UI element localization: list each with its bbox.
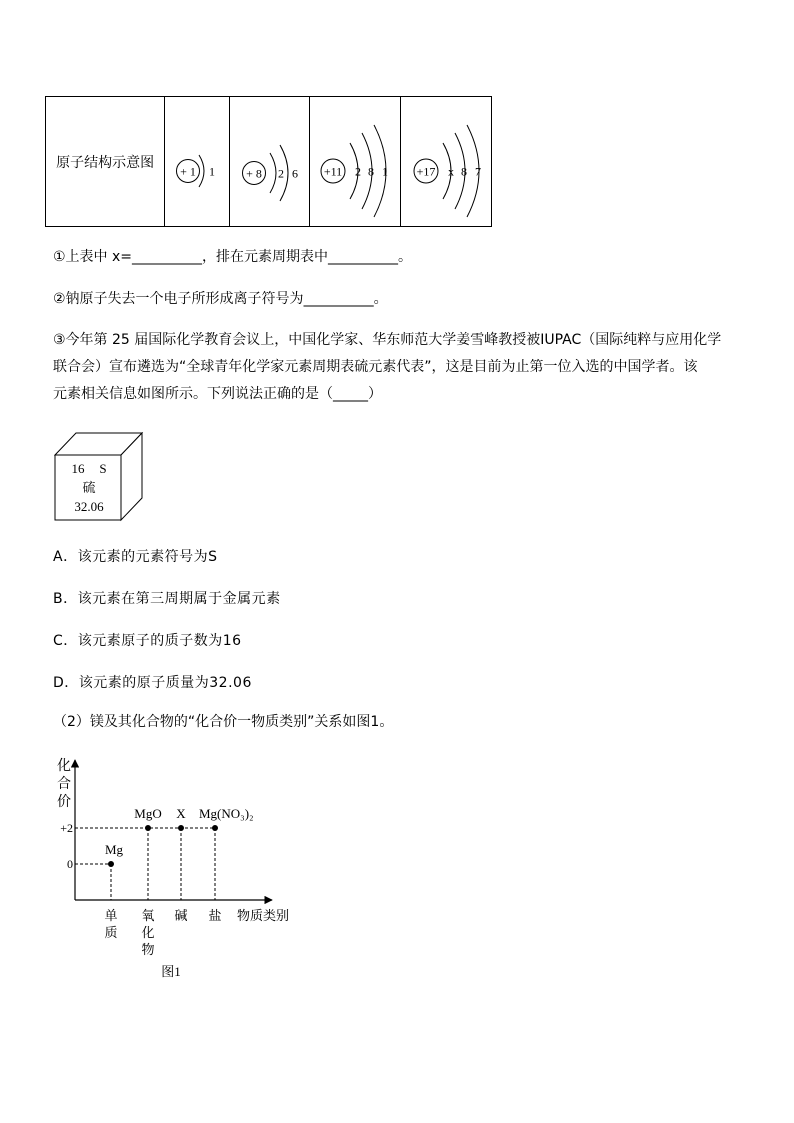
table-row-label: 原子结构示意图 bbox=[46, 97, 165, 227]
shell-electrons: 2 bbox=[354, 164, 361, 179]
answer-blank[interactable]: __________ bbox=[303, 291, 374, 307]
category-label-char: 物 bbox=[141, 943, 155, 958]
atom-cell-hydrogen bbox=[165, 97, 230, 227]
question-1 bbox=[53, 245, 412, 269]
nucleus-charge: +11 bbox=[323, 164, 342, 179]
question-2-prefix: ②钠原子失去一个电子所形成离子符号为 bbox=[53, 291, 304, 307]
question-3-line-2: 联合会）宣布遴选为“全球青年化学家元素周期表硫元素代表”，这是目前为止第一位入选的中国学者。该 bbox=[53, 359, 698, 375]
category-label-char: 单 bbox=[104, 909, 118, 924]
question-1-prefix: ①上表中 x= bbox=[53, 249, 133, 265]
shell-electrons: 6 bbox=[292, 166, 299, 181]
point-label: X bbox=[176, 806, 186, 821]
y-tick-label: 0 bbox=[67, 857, 73, 871]
shell-electrons: x bbox=[447, 164, 454, 179]
shell-electrons: 1 bbox=[209, 164, 216, 179]
option-c[interactable]: C．该元素原子的质子数为16 bbox=[53, 633, 242, 649]
category-label-char: 质 bbox=[104, 926, 118, 941]
data-point bbox=[108, 861, 114, 867]
option-b[interactable]: B．该元素在第三周期属于金属元素 bbox=[53, 591, 281, 607]
figure-caption: 图1 bbox=[161, 964, 181, 979]
shell-electrons: 1 bbox=[381, 164, 388, 179]
shell-electrons: 7 bbox=[474, 164, 481, 179]
answer-blank[interactable]: __________ bbox=[328, 249, 399, 265]
nucleus-charge: + 1 bbox=[180, 164, 197, 179]
part-2-intro: （2）镁及其化合物的“化合价一物质类别”关系如图1。 bbox=[53, 714, 394, 730]
question-3-line-3: 元素相关信息如图所示。下列说法正确的是（_____） bbox=[53, 386, 382, 402]
electron-shell bbox=[270, 153, 276, 193]
atom-cell-chlorine bbox=[400, 97, 491, 227]
y-axis-label-char: 价 bbox=[57, 794, 71, 810]
y-axis-label-char: 化 bbox=[57, 758, 71, 774]
point-label: Mg(NO₃)₂ bbox=[199, 806, 254, 821]
option-a[interactable]: A．该元素的元素符号为S bbox=[53, 549, 218, 565]
y-axis-label bbox=[57, 758, 71, 810]
question-2 bbox=[53, 287, 388, 311]
answer-blank[interactable]: __________ bbox=[132, 249, 203, 265]
element-symbol: S bbox=[99, 461, 107, 476]
hydrogen-atom-diagram bbox=[165, 97, 229, 226]
atomic-mass: 32.06 bbox=[74, 499, 104, 514]
question-1-middle: ，排在元素周期表中 bbox=[202, 249, 329, 265]
option-d[interactable]: D．该元素的原子质量为32.06 bbox=[53, 675, 252, 691]
category-label-char: 碱 bbox=[174, 909, 188, 924]
table-row bbox=[46, 97, 492, 227]
element-tile-sulfur bbox=[54, 432, 146, 522]
chlorine-atom-diagram bbox=[401, 97, 491, 226]
question-2-suffix: 。 bbox=[373, 291, 388, 307]
category-label-char: 盐 bbox=[208, 909, 222, 924]
y-axis-label-char: 合 bbox=[57, 776, 71, 792]
x-axis-label: 物质类别 bbox=[237, 909, 290, 924]
atomic-number: 16 bbox=[71, 461, 85, 476]
atom-structure-table bbox=[45, 96, 492, 227]
question-1-suffix: 。 bbox=[398, 249, 413, 265]
point-label: MgO bbox=[134, 806, 162, 821]
category-label-char: 化 bbox=[141, 926, 155, 941]
y-tick-label: +2 bbox=[60, 821, 73, 835]
atom-cell-sodium bbox=[309, 97, 400, 227]
element-name: 硫 bbox=[82, 481, 96, 496]
question-3-line-1: ③今年第 25 届国际化学教育会议上，中国化学家、华东师范大学姜雪峰教授被IUPAC（国际纯粹与应用化学 bbox=[53, 332, 722, 348]
nucleus-charge: +17 bbox=[416, 164, 436, 179]
nucleus-charge: + 8 bbox=[246, 166, 263, 181]
point-label: Mg bbox=[105, 842, 124, 857]
sodium-atom-diagram bbox=[310, 97, 400, 226]
category-label-char: 氧 bbox=[141, 909, 155, 924]
atom-cell-oxygen bbox=[230, 97, 309, 227]
shell-electrons: 8 bbox=[367, 164, 374, 179]
shell-electrons: 2 bbox=[278, 166, 285, 181]
valence-category-chart bbox=[54, 752, 304, 984]
oxygen-atom-diagram bbox=[230, 97, 308, 226]
shell-electrons: 8 bbox=[460, 164, 467, 179]
